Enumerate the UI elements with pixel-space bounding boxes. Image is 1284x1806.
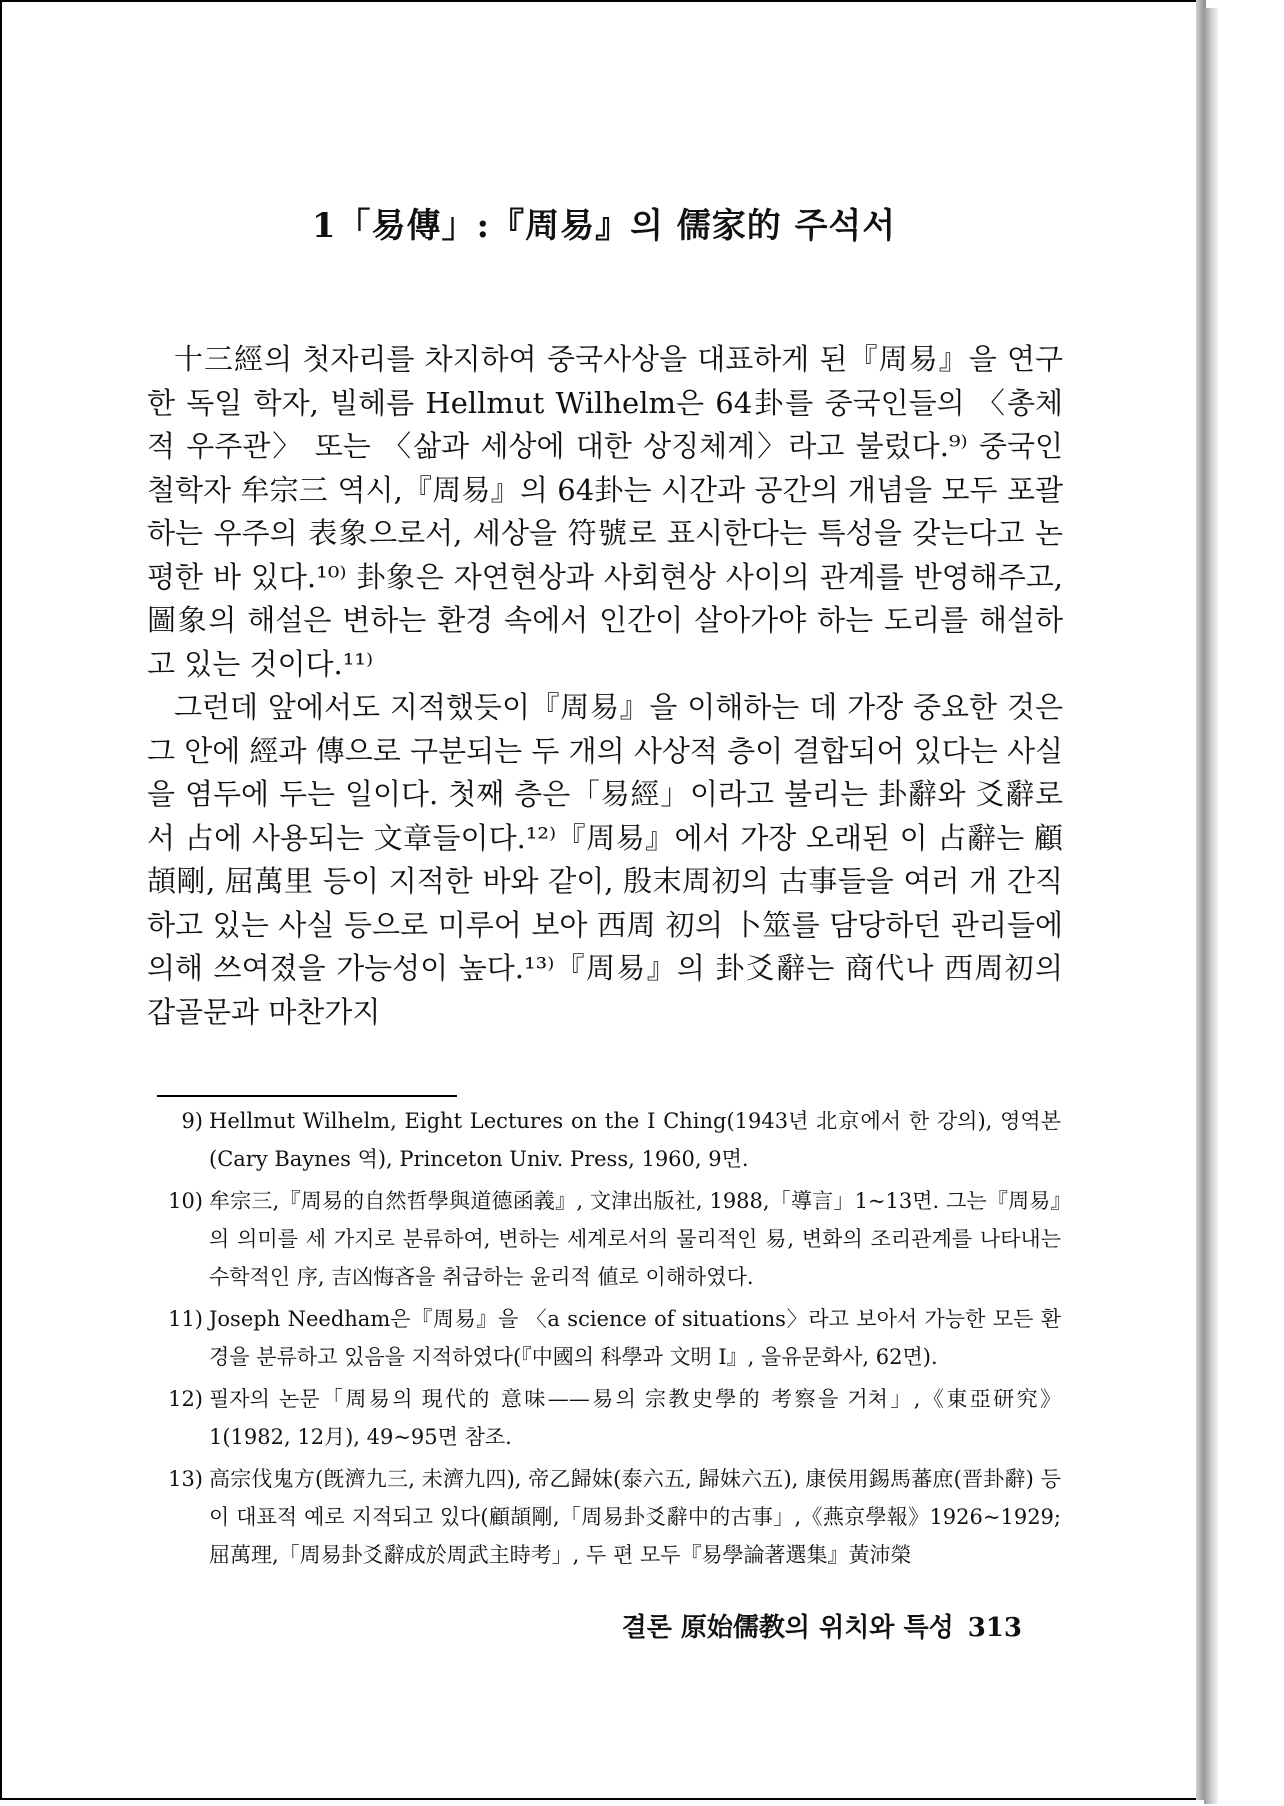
footnote-9 xyxy=(157,1102,1061,1178)
main-text xyxy=(147,338,1063,1034)
page-shadow xyxy=(1204,8,1218,1804)
running-footer xyxy=(602,1607,1022,1644)
footnote-13 xyxy=(157,1460,1061,1574)
paragraph-1: 十三經의 첫자리를 차지하여 중국사상을 대표하게 된『周易』을 연구한 독일 학자, 빌헤름 Hellmut Wilhelm은 64卦를 중국인들의 〈총체적 우주관〉 또는 〈삶과 세상에 대한 상징체계〉라고 불렀다.⁹⁾ 중국인 철학자 牟宗三 역시,『周易』의 64卦는 시간과 공간의 개념을 모두 포괄하는 우주의 表象으로서, 세상을 符號로 표시한다는 특성을 갖는다고 논평한 바 있다.¹⁰⁾ 卦象은 자연현상과 사회현상 사이의 관계를 반영해주고, 圖象의 해설은 변하는 환경 속에서 인간이 살아가야 하는 도리를 해설하고 있는 것이다.¹¹⁾ xyxy=(147,342,1063,681)
footnote-number: 12) xyxy=(168,1387,203,1411)
page-number: 313 xyxy=(967,1613,1022,1643)
footnote-11 xyxy=(157,1300,1061,1376)
running-title: 결론 原始儒教의 위치와 특성 xyxy=(621,1613,954,1643)
footnote-number: 9) xyxy=(181,1109,203,1133)
footnote-divider xyxy=(157,1095,457,1097)
footnote-number: 13) xyxy=(168,1467,203,1491)
footnotes xyxy=(157,1102,1061,1578)
chapter-title: 1「易傳」:『周易』의 儒家的 주석서 xyxy=(311,206,897,246)
footnote-text: Joseph Needham은『周易』을 〈a science of situations〉라고 보아서 가능한 모든 환경을 분류하고 있음을 지적하였다(『中國의 科學과 文明 Ⅰ』, 을유문화사, 62면). xyxy=(209,1307,1061,1369)
paragraph-2: 그런데 앞에서도 지적했듯이『周易』을 이해하는 데 가장 중요한 것은 그 안에 經과 傳으로 구분되는 두 개의 사상적 층이 결합되어 있다는 사실을 염두에 두는 일이다. 첫째 층은「易經」이라고 불리는 卦辭와 爻辭로서 占에 사용되는 文章들이다.¹²⁾『周易』에서 가장 오래된 이 占辭는 顧頡剛, 屈萬里 등이 지적한 바와 같이, 殷末周初의 古事들을 여러 개 간직하고 있는 사실 등으로 미루어 보아 西周 初의 卜筮를 담당하던 관리들에 의해 쓰여졌을 가능성이 높다.¹³⁾『周易』의 卦爻辭는 商代나 西周初의 갑골문과 마찬가지 xyxy=(147,690,1063,1029)
footnote-text: 高宗伐鬼方(旣濟九三, 未濟九四), 帝乙歸妹(泰六五, 歸妹六五), 康侯用錫馬蕃庶(晋卦辭) 등이 대표적 예로 지적되고 있다(顧頡剛,「周易卦爻辭中的古事」,《燕京學報》1926~1929; 屈萬理,「周易卦爻辭成於周武主時考」, 두 편 모두『易學論著選集』黃沛榮 xyxy=(209,1467,1061,1567)
footnote-12 xyxy=(157,1380,1061,1456)
footnote-text: 牟宗三,『周易的自然哲學與道德函義』, 文津出版社, 1988,「導言」1~13면. 그는『周易』의 의미를 세 가지로 분류하여, 변하는 세계로서의 물리적인 易, 변화의 조리관계를 나타내는 수학적인 序, 吉凶悔吝을 취급하는 윤리적 値로 이해하였다. xyxy=(209,1189,1061,1289)
footnote-number: 10) xyxy=(168,1189,203,1213)
footnote-10 xyxy=(157,1182,1061,1296)
footnote-number: 11) xyxy=(168,1307,203,1331)
footnote-text: 필자의 논문「周易의 現代的 意味——易의 宗教史學的 考察을 거쳐」,《東亞研究》1(1982, 12月), 49~95면 참조. xyxy=(209,1387,1061,1449)
footnote-text: Hellmut Wilhelm, Eight Lectures on the I Ching(1943년 北京에서 한 강의), 영역본(Cary Baynes 역), Princeton Univ. Press, 1960, 9면. xyxy=(209,1109,1061,1171)
